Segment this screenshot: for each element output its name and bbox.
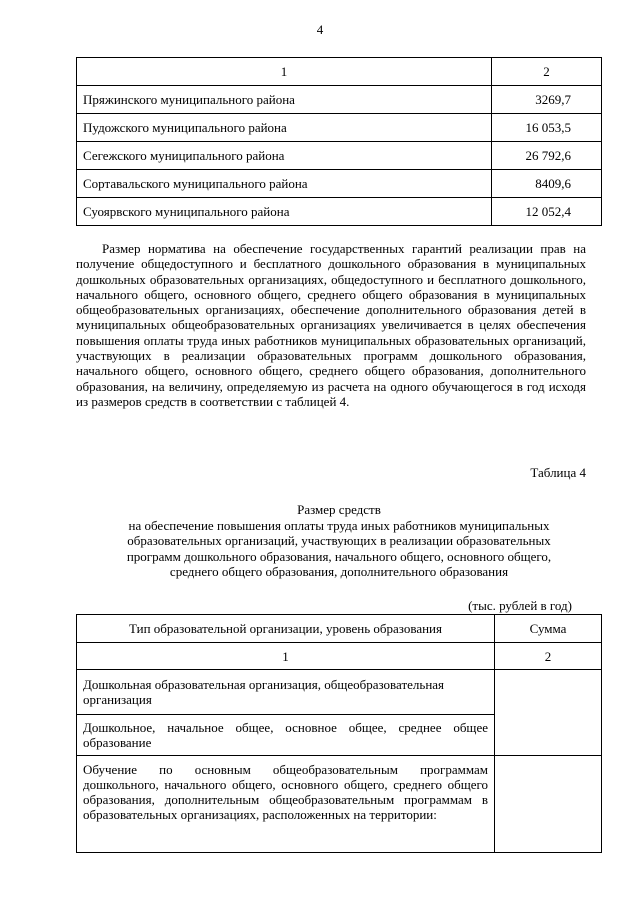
education-level-cell: Дошкольное, начальное общее, основное общее, среднее общее образование	[77, 715, 495, 756]
table-title-line: образовательных организаций, участвующих в реализации образовательных	[127, 533, 551, 548]
column-number-1: 1	[77, 58, 492, 86]
table-row	[77, 114, 602, 142]
sum-cell	[495, 756, 602, 853]
district-name: Пудожского муниципального района	[77, 114, 492, 142]
table-title-line: Размер средств	[297, 502, 381, 517]
table-row	[77, 142, 602, 170]
table-row	[77, 86, 602, 114]
body-paragraph: Размер норматива на обеспечение государственных гарантий реализации прав на получение общедоступного и бесплатного дошкольного образования в муниципальных дошкольных образовательных организациях, общедоступного и бесплатного дошкольного, начального общего, основного общего, среднего общего образования в муниципальных общеобразовательных организациях, обеспечение дополнительного образования детей в муниципальных общеобразовательных организациях увеличивается в целях обеспечения повышения оплаты труда иных работников муниципальных образовательных организаций, участвующих в реализации образовательных программ дошкольного образования, начального общего, основного общего, среднего общего образования, дополнительного образования, на величину, определяемую из расчета на одного обучающегося в год исходя из размеров средств в соответствии с таблицей 4.	[76, 241, 586, 409]
funding-table	[76, 614, 602, 853]
district-name: Пряжинского муниципального района	[77, 86, 492, 114]
column-number-1: 1	[77, 643, 495, 670]
district-name: Сегежского муниципального района	[77, 142, 492, 170]
table-header-row	[77, 615, 602, 643]
district-amount: 3269,7	[492, 86, 602, 114]
column-header-type: Тип образовательной организации, уровень образования	[77, 615, 495, 643]
column-header-sum: Сумма	[495, 615, 602, 643]
table-title	[76, 502, 602, 580]
sum-cell	[495, 670, 602, 756]
district-amount: 26 792,6	[492, 142, 602, 170]
column-numbers-row	[77, 643, 602, 670]
table-title-line: на обеспечение повышения оплаты труда иных работников муниципальных	[128, 517, 550, 533]
district-name: Сортавальского муниципального района	[77, 170, 492, 198]
district-amount: 12 052,4	[492, 198, 602, 226]
district-amount: 16 053,5	[492, 114, 602, 142]
organization-type-cell: Дошкольная образовательная организация, общеобразовательная организация	[77, 670, 495, 715]
district-amounts-table	[76, 57, 602, 226]
column-number-2: 2	[492, 58, 602, 86]
table-title-line: среднего общего образования, дополнительного образования	[169, 564, 509, 579]
page-number: 4	[316, 22, 324, 37]
program-description-cell: Обучение по основным общеобразовательным программам дошкольного, начального общего, основного общего, среднего общего образования, дополнительным общеобразовательным программам в образовательных организациях, расположенных на территории:	[77, 756, 495, 853]
table-row	[77, 756, 602, 853]
district-name: Суоярвского муниципального района	[77, 198, 492, 226]
table-row	[77, 670, 602, 715]
units-note: (тыс. рублей в год)	[468, 598, 572, 613]
district-amount: 8409,6	[492, 170, 602, 198]
column-number-2: 2	[495, 643, 602, 670]
table-row	[77, 170, 602, 198]
table-row	[77, 198, 602, 226]
table-label: Таблица 4	[530, 465, 586, 480]
table-header-row	[77, 58, 602, 86]
table-title-line: программ дошкольного образования, начального общего, основного общего,	[126, 548, 552, 564]
